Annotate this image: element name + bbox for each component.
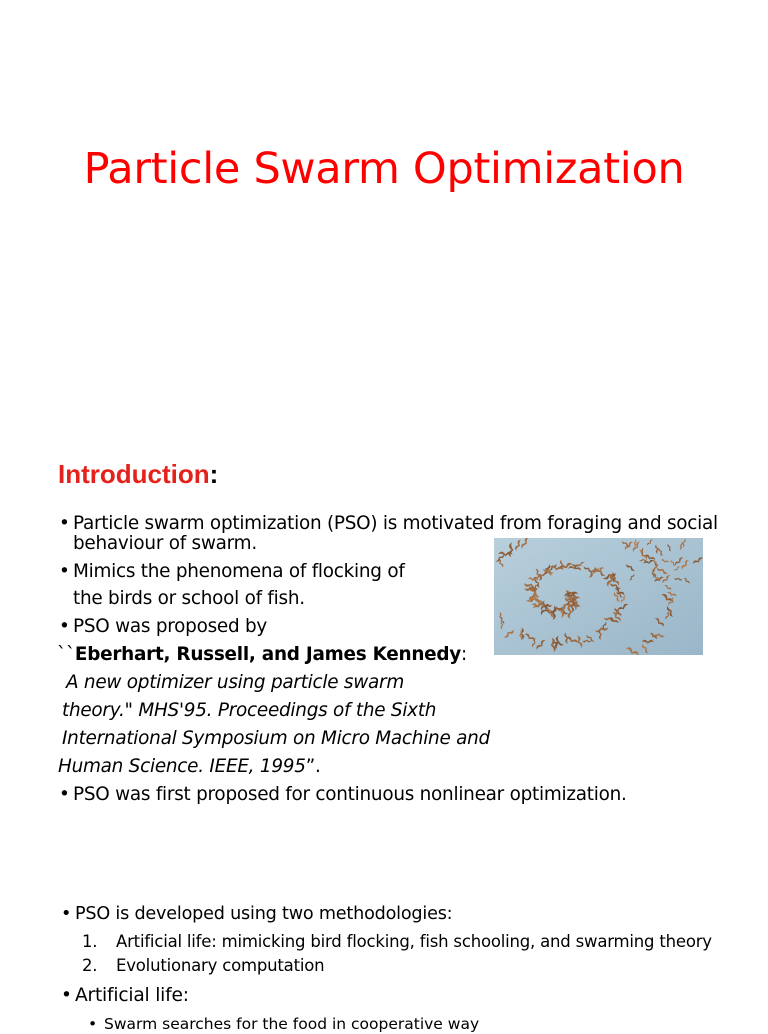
section-heading-introduction [58,456,218,492]
reference-end: ”. [305,756,321,777]
reference-author-names: Eberhart, Russell, and James Kennedy [74,644,462,665]
item-text: Evolutionary computation [116,956,325,975]
bullet-icon: • [59,561,70,582]
item-number: 2. [82,956,98,975]
bullet-text: Particle swarm optimization (PSO) is motivated from foraging and social [73,513,718,534]
methodology-item-2 [82,955,324,977]
sub-bullet-text: Swarm searches for the food in cooperative way [104,1015,480,1033]
bullet-icon: • [59,513,70,534]
bullet-icon: • [61,904,72,924]
bullet-methodologies [61,902,452,926]
bullet-first-proposed [59,783,627,807]
item-text: Artificial life: mimicking bird flocking, fish schooling, and swarming theory [116,932,712,951]
sky-background [494,538,703,655]
bullet-icon: • [59,784,70,805]
bullet-pso-motivation-cont: behaviour of swarm. [73,533,257,554]
bullet-mimics-cont: the birds or school of fish. [73,588,305,609]
reference-line-1: A new optimizer using particle swarm [66,672,405,693]
sub-bullet-icon: • [88,1015,98,1033]
reference-line-2: theory." MHS'95. Proceedings of the Sixth [62,700,437,721]
bullet-text: PSO is developed using two methodologies [75,904,447,924]
reference-colon: : [461,644,467,665]
bullet-text: PSO was first proposed for continuous nonlinear optimization. [73,784,627,805]
methodology-item-1 [82,931,712,953]
heading-colon: : [209,459,219,489]
sub-bullet-swarm-search [88,1014,479,1034]
bullet-text: Artificial life [75,985,183,1006]
item-number: 1. [82,932,98,951]
bullet-proposed-by [59,615,267,639]
bullet-text: PSO was proposed by [73,616,268,637]
bullet-artificial-life-heading [61,984,189,1008]
heading-text: Introduction [58,459,210,489]
reference-line-3: International Symposium on Micro Machine and [62,728,490,749]
bird-swarm-photo [494,538,703,655]
bullet-icon: • [61,985,72,1006]
bird-swarm-icon [494,538,703,655]
bullet-colon: : [182,985,189,1006]
page-title: Particle Swarm Optimization [83,144,685,194]
bullet-icon: • [59,616,70,637]
reference-line-4 [58,755,321,779]
bullet-text: Mimics the phenomena of flocking of [73,561,405,582]
reference-venue: Human Science. IEEE, 1995 [58,756,306,777]
bullet-mimics [59,560,405,584]
reference-open-quote: `` [57,644,75,665]
reference-authors [57,643,467,667]
bullet-colon: : [446,904,453,924]
